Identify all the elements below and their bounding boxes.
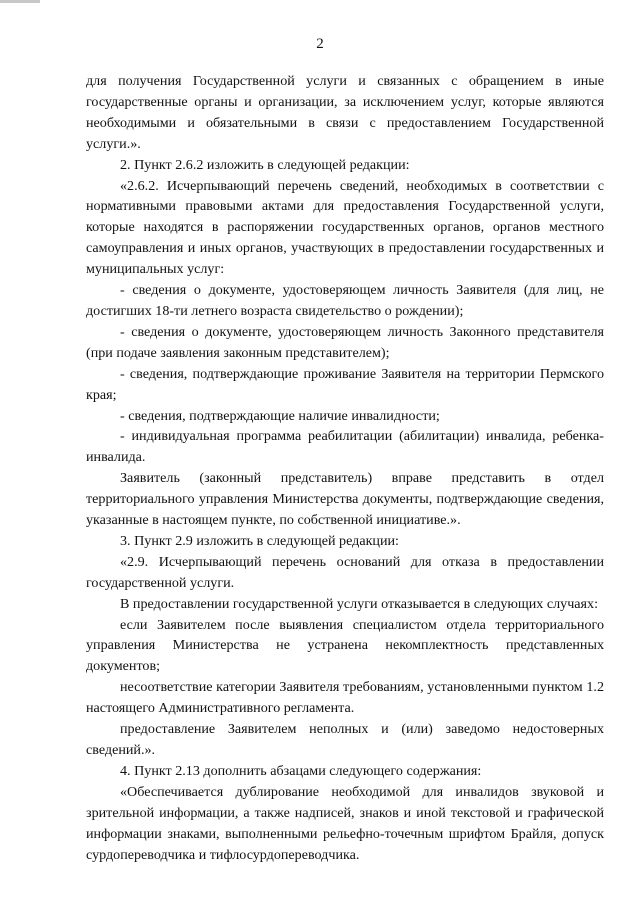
list-item-representative-document: - сведения о документе, удостоверяющем личность Законного представителя (при подаче заявления законным представителем); [86,323,604,361]
paragraph-item-3-heading: 3. Пункт 2.9 изложить в следующей редакции: [120,532,399,549]
refusal-case-incomplete-documents: если Заявителем после выявления специалистом отдела территориального управления Министерства не устранена некомплектность представленных документов; [86,616,604,675]
paragraph-item-2-heading: 2. Пункт 2.6.2 изложить в следующей редакции: [120,156,410,173]
list-item-residence: - сведения, подтверждающие проживание Заявителя на территории Пермского края; [86,365,604,403]
list-item-disability: - сведения, подтверждающие наличие инвалидности; [120,407,440,424]
paragraph-applicant-right: Заявитель (законный представитель) вправе представить в отдел территориального управления Министерства документы, подтверждающие сведения, указанные в настоящем пункте, по собственной инициативе.». [86,470,604,529]
list-item-rehabilitation-program: - индивидуальная программа реабилитации (абилитации) инвалида, ребенка-инвалида. [86,428,604,466]
paragraph-braille-text: «Обеспечивается дублирование необходимой для инвалидов звуковой и зрительной информации, а также надписей, знаков и иной текстовой и графической информации знаками, выполненными рельефно-точечным шрифтом Брайля, допуск сурдопереводчика и тифлосурдопереводчика. [86,783,604,863]
page-number: 2 [316,36,324,52]
paragraph-2-6-2-text: «2.6.2. Исчерпывающий перечень сведений, необходимых в соответствии с нормативными правовыми актами для предоставления Государственной услуги, которые находятся в распоряжении государственных органов, органов местного самоуправления и иных органов, участвующих в предоставлении государственных и муниципальных услуг: [86,177,604,278]
scan-edge-mark [0,0,40,3]
paragraph-refusal-cases: В предоставлении государственной услуги отказывается в следующих случаях: [120,595,598,612]
paragraph-item-4-heading: 4. Пункт 2.13 дополнить абзацами следующего содержания: [120,762,482,779]
list-item-identity-document: - сведения о документе, удостоверяющем личность Заявителя (для лиц, не достигших 18-ти летнего возраста свидетельство о рождении); [86,282,604,319]
paragraph-continuation: для получения Государственной услуги и связанных с обращением в иные государственные органы и организации, за исключением услуг, которые являются необходимыми и обязательными в связи с предоставлением Государственной услуги.». [86,73,604,152]
refusal-case-category-mismatch: несоответствие категории Заявителя требованиям, установленными пунктом 1.2 настоящего Административного регламента. [86,679,604,717]
paragraph-2-9-text: «2.9. Исчерпывающий перечень оснований для отказа в предоставлении государственной услуги. [86,553,604,591]
document-body [86,71,604,865]
refusal-case-false-information: предоставление Заявителем неполных и (или) заведомо недостоверных сведений.». [86,721,604,758]
